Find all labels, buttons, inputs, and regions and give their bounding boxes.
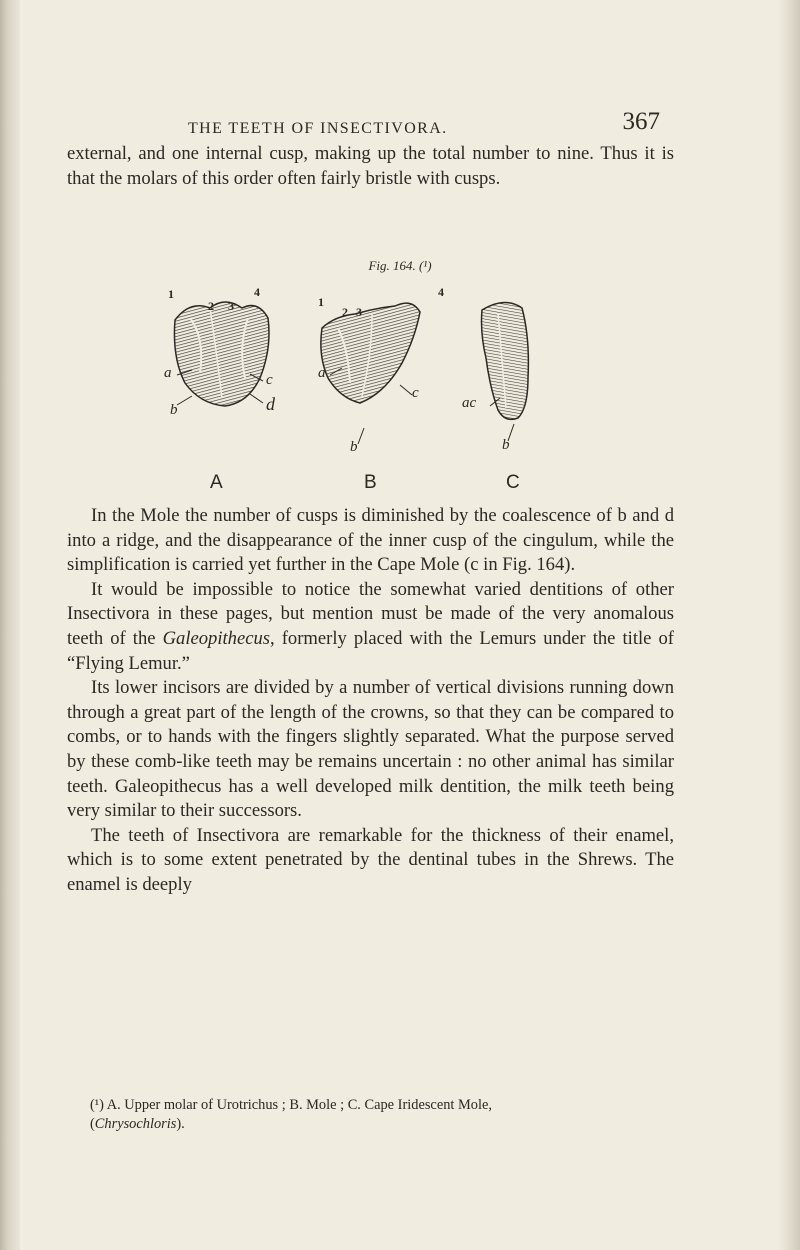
figure-164 bbox=[150, 278, 590, 493]
paragraph-galeopithecus-start: It would be impossible to notice the somewhat varied dentitions of other Insectivora in these pages, but mention must be made of the very anomalous teeth of the bbox=[67, 578, 674, 649]
paragraph-enamel: The teeth of Insectivora are remarkable for the thickness of their enamel, which is to some extent penetrated by the dentinal tubes in the Shrews. The enamel is deeply bbox=[67, 824, 674, 895]
fig-label-b-b: b bbox=[350, 439, 358, 455]
footnote bbox=[90, 1096, 670, 1134]
fig-label-a-1: 1 bbox=[168, 287, 174, 301]
figure-letter-c: C bbox=[506, 472, 520, 493]
molar-b-drawing bbox=[321, 303, 420, 403]
paragraph-galeopithecus-end: , formerly placed with the Lemurs under the title of “Flying Lemur.” bbox=[67, 627, 674, 674]
molar-illustration bbox=[150, 278, 590, 473]
footnote-line-2 bbox=[90, 1115, 670, 1134]
opening-paragraph bbox=[67, 142, 674, 191]
fig-label-a-b: b bbox=[170, 402, 178, 418]
galeopithecus-italic: Galeopithecus bbox=[162, 627, 270, 649]
page-edge-shadow-right bbox=[778, 0, 800, 1250]
paragraph-incisors: Its lower incisors are divided by a number of vertical divisions running down through a great part of the length of the crowns, so that they can be compared to combs, or to hands with the fingers slightly separated. What the purpose served by these comb-like teeth may be remains uncertain : no other animal has similar teeth. Galeopithecus has a well developed milk dentition, the milk teeth being very similar to their successors. bbox=[67, 677, 674, 822]
paragraph-mole: In the Mole the number of cusps is diminished by the coalescence of b and d into a ridge, and the disappearance of the inner cusp of the cingulum, while the simplification is carried yet further in the Cape Mole (c in Fig. 164). bbox=[67, 505, 674, 576]
molar-a-drawing bbox=[174, 299, 269, 406]
fig-label-a-4: 4 bbox=[254, 285, 260, 299]
chrysochloris-italic: Chrysochloris bbox=[94, 1116, 177, 1132]
footnote-line-1: (¹) A. Upper molar of Urotrichus ; B. Mole ; C. Cape Iridescent Mole, bbox=[90, 1097, 492, 1113]
fig-label-b-2: 2 bbox=[342, 305, 348, 319]
page-number: 367 bbox=[622, 108, 660, 135]
fig-label-a-a: a bbox=[164, 365, 172, 381]
paragraph-galeopithecus bbox=[67, 578, 674, 676]
fig-label-b-4: 4 bbox=[438, 285, 444, 299]
fig-label-a-c: c bbox=[266, 372, 273, 388]
figure-letter-a: A bbox=[210, 472, 223, 493]
fig-label-b-1: 1 bbox=[318, 295, 324, 309]
fig-label-a-2: 2 bbox=[208, 299, 214, 313]
fig-label-b-3: 3 bbox=[356, 305, 362, 319]
fig-label-c-b: b bbox=[502, 437, 510, 453]
fig-label-b-a: a bbox=[318, 365, 326, 381]
footnote-paren-open: ( bbox=[90, 1116, 95, 1132]
figure-caption: Fig. 164. (¹) bbox=[368, 258, 432, 273]
paragraph-continuation: external, and one internal cusp, making up the total number to nine. Thus it is that the molars of this order often fairly bristle with cusps. bbox=[67, 143, 674, 189]
fig-label-a-3: 3 bbox=[228, 299, 234, 313]
fig-label-a-d: d bbox=[266, 394, 275, 414]
fig-label-c-ac: ac bbox=[462, 395, 477, 411]
running-head: THE TEETH OF INSECTIVORA. bbox=[188, 120, 448, 137]
page-edge-shadow bbox=[0, 0, 20, 1250]
fig-label-b-c: c bbox=[412, 385, 419, 401]
page-header bbox=[100, 108, 660, 140]
molar-c-drawing bbox=[482, 302, 529, 419]
main-text bbox=[67, 504, 674, 898]
footnote-paren-close: ). bbox=[176, 1116, 185, 1132]
figure-letter-b: B bbox=[364, 472, 377, 493]
